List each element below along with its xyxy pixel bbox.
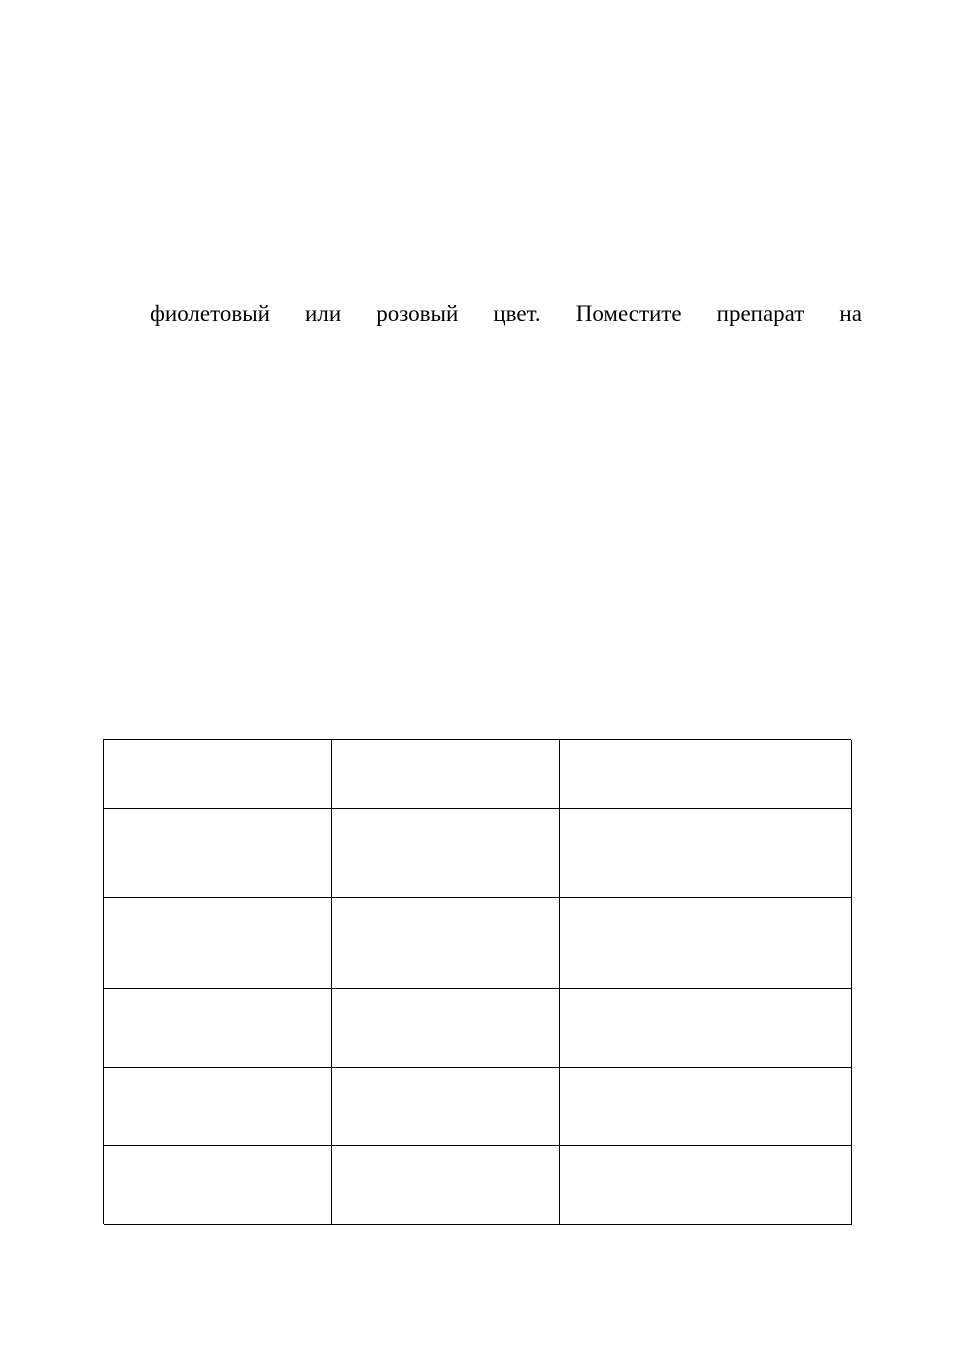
table-cell — [104, 898, 332, 989]
table-cell — [332, 740, 560, 809]
table-cell — [560, 1146, 852, 1225]
table-cell — [560, 898, 852, 989]
table-cell — [104, 1068, 332, 1146]
table-cell — [332, 989, 560, 1068]
table-cell — [332, 898, 560, 989]
table-cell — [332, 1146, 560, 1225]
paragraph-word: фиолетовый — [150, 301, 270, 326]
empty-table — [103, 739, 851, 1224]
table-cell — [332, 809, 560, 898]
paragraph-word: препарат — [716, 301, 805, 326]
table-cell — [560, 809, 852, 898]
paragraph-word: или — [305, 301, 342, 326]
table-cell — [104, 1146, 332, 1225]
table-cell — [560, 1068, 852, 1146]
table-cell — [560, 740, 852, 809]
table-cell — [560, 989, 852, 1068]
paragraph-line — [150, 299, 862, 329]
table-cell — [104, 989, 332, 1068]
table-cell — [104, 740, 332, 809]
paragraph-word: цвет. — [493, 301, 541, 326]
paragraph-word: розовый — [376, 301, 459, 326]
paragraph-word: на — [839, 301, 862, 326]
paragraph-word: Поместите — [575, 301, 682, 326]
table-cell — [332, 1068, 560, 1146]
table-cell — [104, 809, 332, 898]
